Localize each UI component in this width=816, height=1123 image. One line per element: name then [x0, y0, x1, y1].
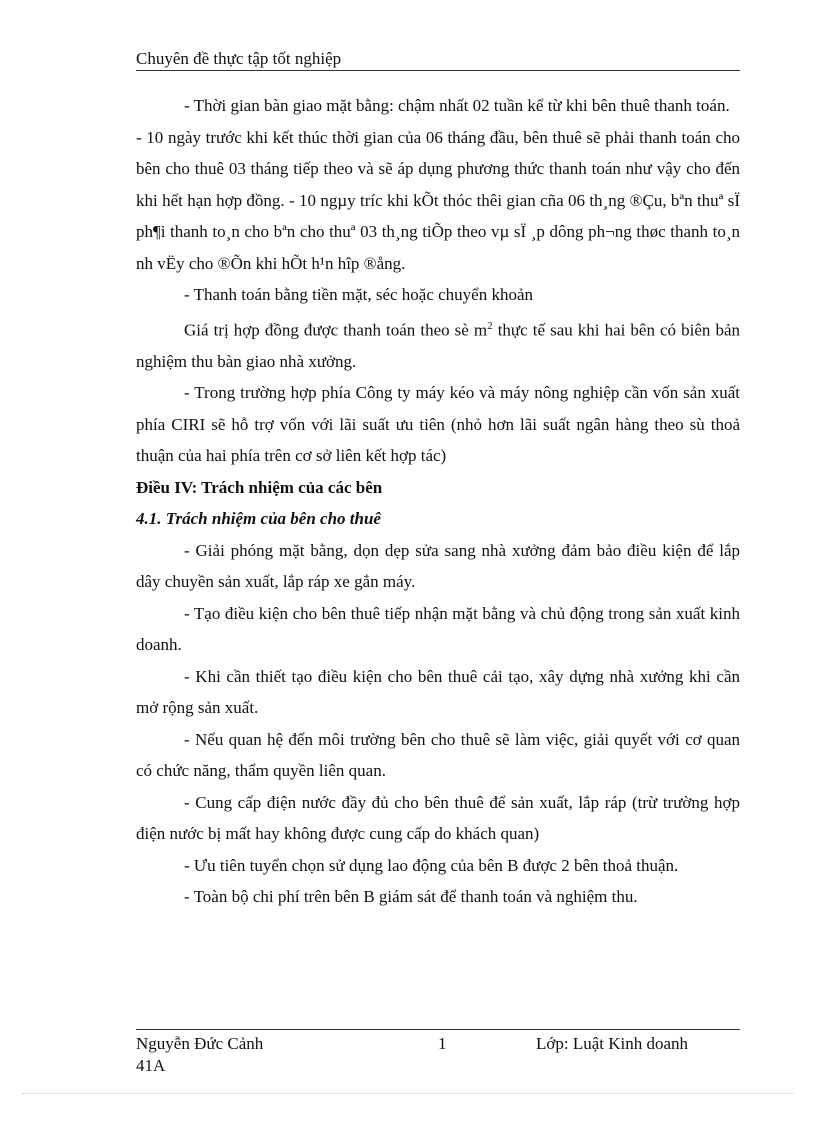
- section-heading: Điều IV: Trách nhiệm của các bên: [136, 477, 383, 497]
- list-item: - Ưu tiên tuyển chọn sử dụng lao động của bên B được 2 bên thoả thuận.: [184, 855, 679, 875]
- contract-value-text-a: Giá trị hợp đồng được thanh toán theo sè m: [184, 320, 488, 340]
- list-item: - Tạo điều kiện cho bên thuê tiếp nhận mặt bằng và chủ động trong sản xuất kinh doanh.: [136, 603, 740, 655]
- paragraph-payment-schedule: - 10 ngày trước khi kết thúc thời gian của 06 tháng đầu, bên thuê sẽ phải thanh toán cho bên cho thuê 03 tháng tiếp theo và sẽ áp dụng phương thức thanh toán như vậy cho đến khi hết hạn hợp đồng. - 10 ngµy tríc khi kÕt thóc thêi gian cña 06 th¸ng ®Çu, bªn thuª sÏ ph¶i thanh to¸n cho bªn cho thuª 03 th¸ng tiÕp theo vµ sÏ ¸p dông ph¬ng thøc thanh to¸n nh vËy cho ®Õn khi hÕt h¹n hîp ®ång.: [136, 127, 740, 273]
- subsection-heading: 4.1. Trách nhiệm của bên cho thuê: [136, 509, 381, 529]
- list-item: - Toàn bộ chi phí trên bên B giám sát để thanh toán và nghiệm thu.: [184, 887, 638, 907]
- page-break-line: [22, 1093, 794, 1094]
- footer-author: Nguyễn Đức Cảnh: [136, 1034, 264, 1053]
- list-item: - Nếu quan hệ đến môi trường bên cho thuê sẽ làm việc, giải quyết với cơ quan có chức năng, thẩm quyền liên quan.: [136, 729, 740, 781]
- paragraph-payment-method: - Thanh toán bằng tiền mặt, séc hoặc chuyển khoản: [184, 285, 534, 304]
- paragraph-handover: - Thời gian bàn giao mặt bằng: chậm nhất 02 tuần kể từ khi bên thuê thanh toán.: [184, 96, 730, 115]
- list-item: - Khi cần thiết tạo điều kiện cho bên thuê cải tạo, xây dựng nhà xưởng khi cần mở rộng sản xuất.: [136, 666, 740, 718]
- paragraph-capital-support: - Trong trường hợp phía Công ty máy kéo và máy nông nghiệp cần vốn sản xuất phía CIRI sẽ hỗ trợ vốn với lãi suất ưu tiên (nhỏ hơn lãi suất ngân hàng theo sù thoả thuận của hai phía trên cơ sở liên kết hợp tác): [136, 383, 740, 466]
- contract-value-text-b: thực tế sau khi hai bên có biên bản nghiệm thu bàn giao nhà xưởng.: [136, 320, 740, 371]
- list-item: - Cung cấp điện nước đầy đủ cho bên thuê để sản xuất, lắp ráp (trừ trường hợp điện nước bị mất hay không được cung cấp do khách quan): [136, 792, 740, 844]
- footer-divider: [136, 1029, 740, 1030]
- page-header: Chuyên đề thực tập tốt nghiệp: [136, 48, 740, 71]
- footer-class-number: 41A: [136, 1056, 166, 1075]
- footer-page-number: 1: [438, 1034, 447, 1053]
- list-item: - Giải phóng mặt bằng, dọn dẹp sửa sang nhà xưởng đảm bảo điều kiện để lắp dây chuyền sản xuất, lắp ráp xe gắn máy.: [136, 540, 740, 592]
- paragraph-contract-value: [136, 311, 740, 378]
- superscript-2: 2: [487, 319, 493, 332]
- page-content: [136, 90, 740, 913]
- footer-class: Lớp: Luật Kinh doanh: [536, 1034, 689, 1053]
